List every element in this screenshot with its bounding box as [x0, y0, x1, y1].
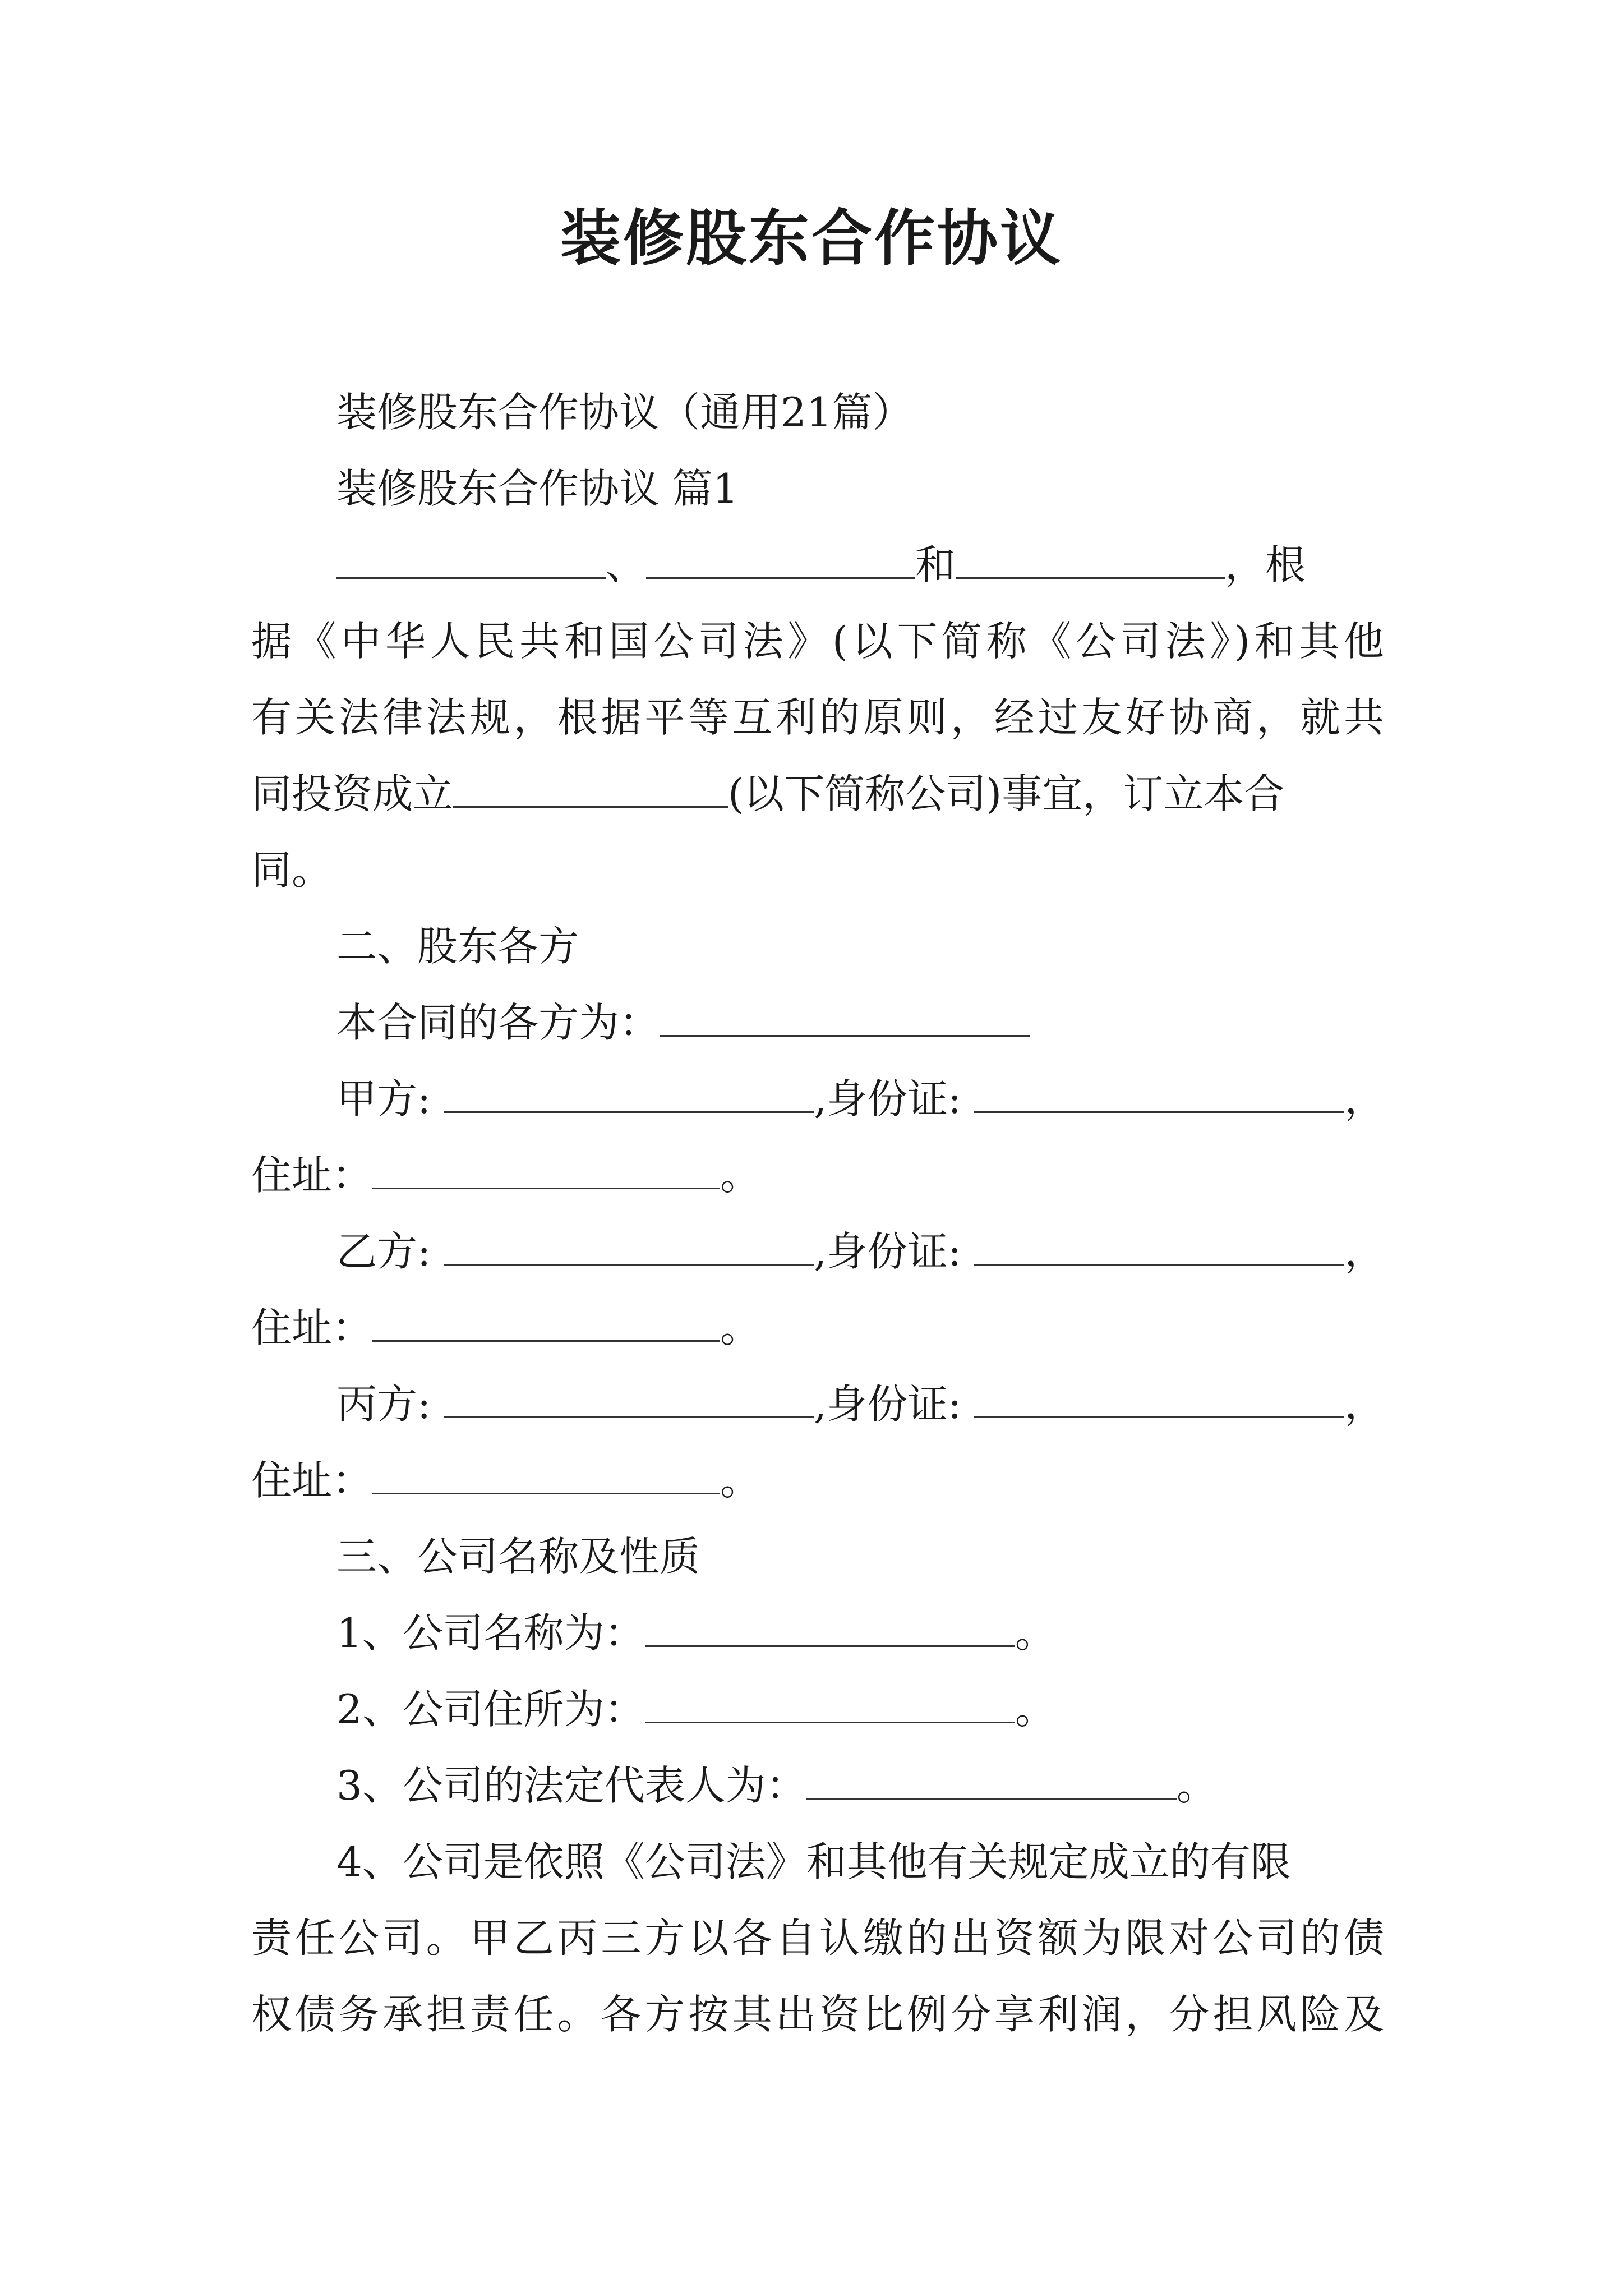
item-label: 2、公司住所为： [336, 1686, 645, 1733]
party-b-address-blank[interactable] [372, 1308, 720, 1342]
legal-rep-field[interactable] [806, 1765, 1177, 1800]
period: 。 [1015, 1686, 1055, 1733]
separator: 、 [606, 541, 647, 588]
item-label: 3、公司的法定代表人为： [336, 1762, 806, 1809]
parties-blank[interactable] [660, 1002, 1030, 1037]
party-a-address-blank[interactable] [372, 1155, 720, 1189]
comma: ， [1344, 1075, 1385, 1122]
party-blank-1[interactable] [336, 545, 606, 579]
preamble-line-4 [251, 769, 1384, 819]
period: 。 [1176, 1762, 1217, 1809]
item-label: 1、公司名称为： [336, 1609, 645, 1657]
item-company-name [336, 1608, 1055, 1658]
party-c-address-line [251, 1455, 1384, 1506]
party-b-address-line [251, 1303, 1384, 1353]
party-b-label: 乙方: [336, 1228, 431, 1275]
item4-line-2: 责任公司。甲乙丙三方以各自认缴的出资额为限对公司的债 [251, 1915, 1384, 1962]
item4-line-1: 4、公司是依照《公司法》和其他有关规定成立的有限 [336, 1838, 1291, 1885]
period: 。 [1015, 1609, 1055, 1657]
party-b-name-blank[interactable] [444, 1231, 814, 1266]
party-a-label: 甲方: [336, 1075, 431, 1122]
company-name-blank[interactable] [453, 774, 728, 808]
preamble-line-2: 据《中华人民共和国公司法》(以下简称《公司法》)和其他 [251, 618, 1384, 665]
preamble-line-3: 有关法律法规，根据平等互利的原则，经过友好协商，就共 [251, 694, 1384, 741]
chapter-title: 装修股东合作协议 篇1 [336, 465, 739, 512]
period: 。 [720, 1152, 761, 1199]
item-company-address [336, 1684, 1055, 1734]
party-c-label: 丙方: [336, 1381, 431, 1428]
preamble-text: 同投资成立 [251, 770, 454, 817]
address-label: 住址： [251, 1457, 373, 1504]
party-a-address-line [251, 1150, 1384, 1200]
party-b-line [336, 1226, 1385, 1277]
comma: ， [1344, 1228, 1385, 1275]
section-heading: 三、公司名称及性质 [336, 1533, 700, 1580]
collection-title: 装修股东合作协议（通用21篇） [336, 389, 913, 436]
party-c-id-blank[interactable] [974, 1384, 1344, 1418]
party-blank-2[interactable] [646, 545, 915, 579]
separator: 和 [915, 541, 956, 588]
item-legal-rep [336, 1760, 1217, 1811]
party-b-id-blank[interactable] [974, 1231, 1344, 1266]
section-heading: 二、股东各方 [336, 923, 579, 970]
company-address-field[interactable] [645, 1689, 1015, 1723]
address-label: 住址： [251, 1152, 373, 1199]
period: 。 [720, 1304, 761, 1351]
preamble-line-5: 同。 [251, 846, 333, 894]
parties-intro [336, 997, 1030, 1048]
id-label: ,身份证: [814, 1228, 962, 1275]
party-c-name-blank[interactable] [444, 1384, 814, 1418]
company-name-field[interactable] [645, 1613, 1015, 1647]
party-a-line [336, 1074, 1385, 1124]
comma: ， [1344, 1381, 1385, 1428]
preamble-line-1 [336, 540, 1306, 590]
preamble-text: (以下简称公司)事宜，订立本合 [728, 770, 1285, 817]
preamble-text: ，根 [1225, 541, 1306, 588]
address-label: 住址： [251, 1304, 373, 1351]
party-a-id-blank[interactable] [974, 1079, 1344, 1113]
page-title: 装修股东合作协议 [560, 203, 1063, 274]
item4-line-3: 权债务承担责任。各方按其出资比例分享利润，分担风险及 [251, 1991, 1384, 2038]
party-blank-3[interactable] [956, 545, 1225, 579]
id-label: ,身份证: [814, 1381, 962, 1428]
period: 。 [720, 1457, 761, 1504]
party-c-line [336, 1379, 1385, 1429]
party-c-address-blank[interactable] [372, 1460, 720, 1494]
id-label: ,身份证: [814, 1075, 962, 1122]
parties-intro-label: 本合同的各方为： [336, 999, 660, 1046]
party-a-name-blank[interactable] [444, 1079, 814, 1113]
